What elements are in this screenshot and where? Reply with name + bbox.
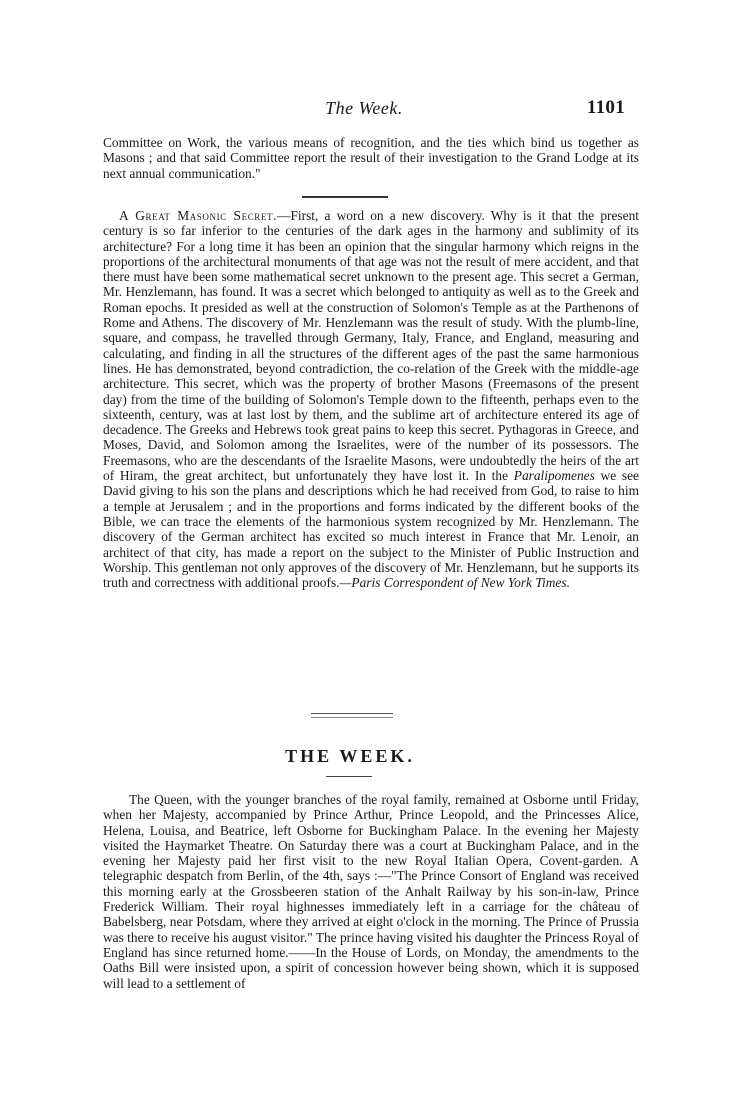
double-rule-top — [311, 713, 393, 714]
article-heading: A Great Masonic Secret. — [119, 208, 278, 223]
article-body-continued: we see David giving to his son the plans and descriptions which he had received from God, to raise to him a temple at Jerusalem ; and in the proportions and forms indicated by the different books of the Bible, we can trace the elements of the harmonious system recognized by Mr. Henzlemann. The discovery of the German architect has excited so much interest in France that Mr. Lenoir, an architect of that city, has made a report on the subject to the Minister of Public Instruction and Worship. This gentleman not only approves of the discovery of Mr. Henzlemann, but he supports its truth and correctness with additional proofs. — [103, 468, 639, 591]
title-underline — [326, 776, 372, 777]
page-number: 1101 — [586, 97, 625, 118]
section-title: THE WEEK. — [285, 746, 415, 766]
article-body: —First, a word on a new discovery. Why is it that the present century is so far inferior to the centuries of the dark ages in the harmony and sublimity of its architecture? For a long time it has been an opinion that the singular harmony which reigns in the proportions of the architectural monuments of that age was not the result of mere accident, and that there must have been some mathematical secret unknown to the present age. This secret a German, Mr. Henzlemann, has found. It was a secret which belonged to antiquity as well as to the Greek and Roman epochs. It presided as well at the construction of Solomon's Temple as at the Parthenons of Rome and Athens. The discovery of Mr. Henzlemann was the result of study. With the plumb-line, square, and compass, he travelled through Germany, Italy, France, and England, measuring and calculating, and finding in all the structures of the different ages of the past the same harmonious lines. He has demonstrated, beyond contradiction, the co-relation of the Greek with the middle-age architecture. This secret, which was the property of brother Masons (Freemasons of the present day) from the time of the building of Solomon's Temple down to the fifteenth, perhaps even to the sixteenth, century, was at last lost by them, and the sublime art of architecture entered its age of decadence. The Greeks and Hebrews took great pains to keep this secret. Pythagoras in Greece, and Moses, David, and Solomon among the Israelites, were of the number of its possessors. The Freemasons, who are the descendants of the Israelite Masons, were undoubtedly the heirs of the art of Hiram, the great architect, but unfortunately they have lost it. In the — [103, 208, 639, 484]
closing-paragraph: Committee on Work, the various means of recognition, and the ties which bind us together as Masons ; and that said Committee report the result of their investigation to the Grand Lodge at its next annual communication." — [103, 135, 639, 181]
running-title: The Week. — [325, 98, 403, 118]
article-source: —Paris Correspondent of New York Times. — [339, 575, 570, 591]
section-divider — [302, 196, 388, 198]
the-week-paragraph: The Queen, with the younger branches of the royal family, remained at Osborne until Friday, when her Majesty, accompanied by Prince Arthur, Prince Leopold, and the Princesses Alice, Helena, Louisa, and Beatrice, left Osborne for Buckingham Palace. In the evening her Majesty visited the Haymarket Theatre. On Saturday there was a court at Buckingham Palace, and in the evening her Majesty paid her first visit to the new Royal Italian Opera, Covent-garden. A telegraphic despatch from Berlin, of the 4th, says :—"The Prince Consort of England was received this morning early at the Grossbeeren station of the Anhalt Railway by his son-in-law, Prince Frederick William. Their royal highnesses immediately left in a carriage for the château of Babelsberg, near Potsdam, where they arrived at eight o'clock in the morning. The Prince of Prussia was there to receive his august visitor." The prince having visited his daughter the Princess Royal of England has since returned home.——In the House of Lords, on Monday, the amendments to the Oaths Bill were insisted upon, a spirit of concession however being shown, which it is supposed will lead to a settlement of — [103, 792, 639, 991]
double-rule-bottom — [311, 717, 393, 718]
masonic-secret-article — [103, 208, 639, 590]
page-header — [103, 98, 625, 128]
italic-term: Paralipomenes — [513, 468, 595, 484]
